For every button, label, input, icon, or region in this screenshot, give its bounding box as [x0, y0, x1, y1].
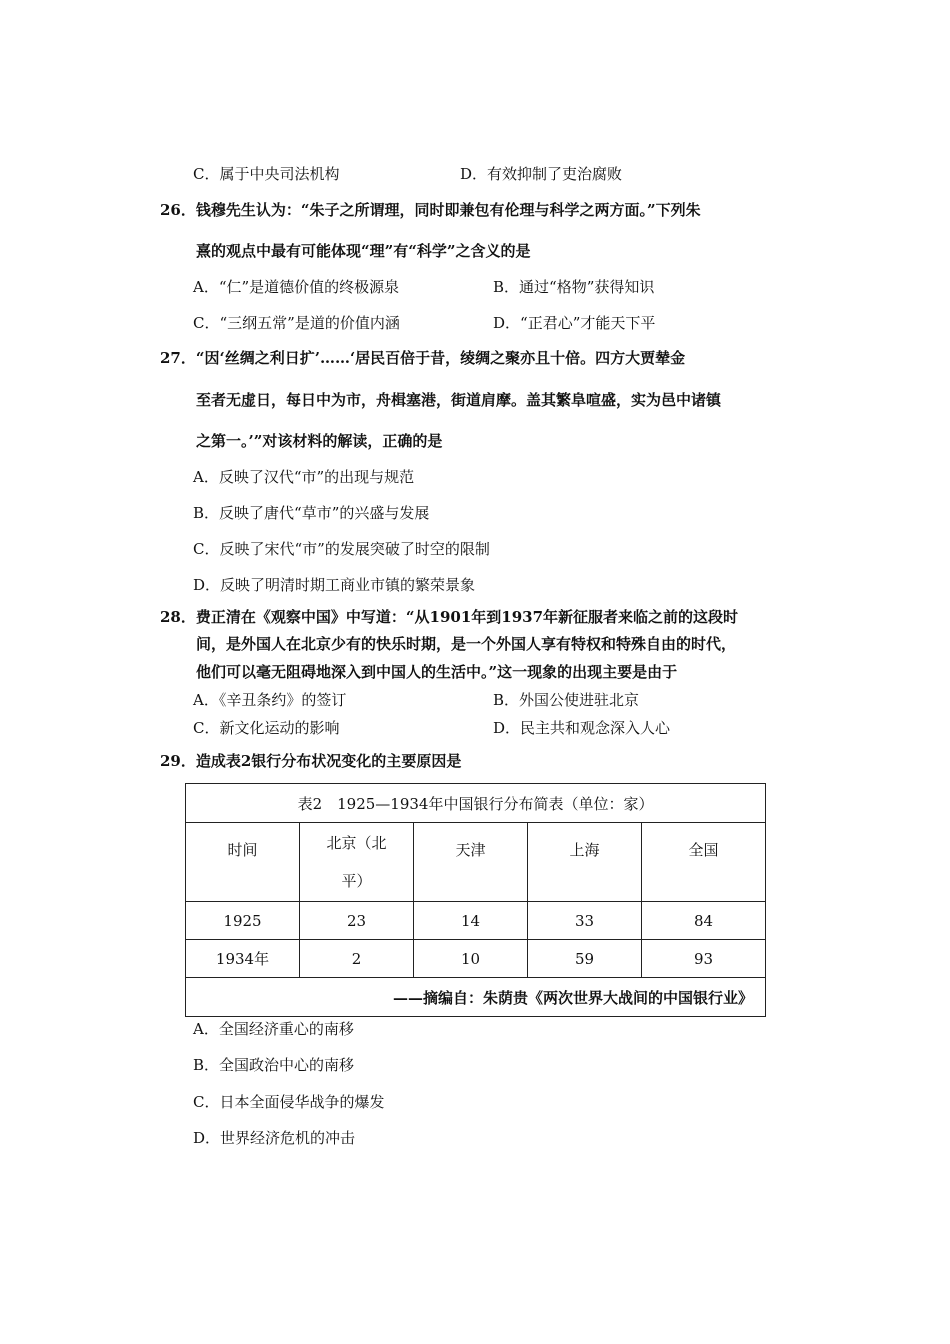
q28-stem-line3: 他们可以毫无阻碍地深入到中国人的生活中。”这一现象的出现主要是由于	[196, 663, 678, 681]
q26-stem-line1: 26．钱穆先生认为：“朱子之所谓理，同时即兼包有伦理与科学之两方面。”下列朱	[160, 201, 701, 219]
table-cell: 2	[300, 940, 414, 978]
q27-option-a: A．反映了汉代“市”的出现与规范	[193, 468, 415, 486]
q26-stem-line2: 熹的观点中最有可能体现“理”有“科学”之含义的是	[196, 242, 531, 260]
q26-option-b: B．通过“格物”获得知识	[493, 278, 655, 296]
q27-stem-line1: 27．“因‘丝绸之利日扩’……‘居民百倍于昔，绫绸之聚亦且十倍。四方大贾辇金	[160, 349, 686, 367]
table-cell: 10	[414, 940, 528, 978]
q25-option-c: C．属于中央司法机构	[193, 165, 340, 183]
table-title: 表2 1925—1934年中国银行分布简表（单位：家）	[186, 784, 766, 823]
q28-option-d: D．民主共和观念深入人心	[493, 719, 671, 737]
q28-option-a: A．《辛丑条约》的签订	[193, 691, 347, 709]
q26-option-a: A．“仁”是道德价值的终极源泉	[193, 278, 400, 296]
table-source: ——摘编自：朱荫贵《两次世界大战间的中国银行业》	[186, 978, 766, 1017]
q26-option-c: C．“三纲五常”是道的价值内涵	[193, 314, 400, 332]
table-header-tianjin: 天津	[414, 823, 528, 902]
q27-option-b: B．反映了唐代“草市”的兴盛与发展	[193, 504, 430, 522]
q29-option-d: D．世界经济危机的冲击	[193, 1129, 356, 1147]
table-cell: 14	[414, 902, 528, 940]
q27-option-c: C．反映了宋代“市”的发展突破了时空的限制	[193, 540, 490, 558]
table-cell: 23	[300, 902, 414, 940]
table-cell: 84	[642, 902, 766, 940]
table-cell: 1934年	[186, 940, 300, 978]
q28-option-c: C．新文化运动的影响	[193, 719, 340, 737]
table-header-beijing: 北京（北 平）	[300, 823, 414, 902]
table-cell: 59	[528, 940, 642, 978]
q25-option-d: D．有效抑制了吏治腐败	[460, 165, 623, 183]
table-header-shanghai: 上海	[528, 823, 642, 902]
q29-option-c: C．日本全面侵华战争的爆发	[193, 1093, 385, 1111]
table-cell: 93	[642, 940, 766, 978]
table-cell: 1925	[186, 902, 300, 940]
q29-option-b: B．全国政治中心的南移	[193, 1056, 355, 1074]
table-header-time: 时间	[186, 823, 300, 902]
q28-stem-line2: 间，是外国人在北京少有的快乐时期，是一个外国人享有特权和特殊自由的时代，	[196, 635, 737, 653]
table-row	[186, 940, 766, 978]
q28-stem-line1: 28．费正清在《观察中国》中写道：“从1901年到1937年新征服者来临之前的这段时	[160, 608, 739, 626]
table-cell: 33	[528, 902, 642, 940]
q29-option-a: A．全国经济重心的南移	[193, 1020, 354, 1038]
bank-distribution-table	[185, 783, 766, 1017]
q27-stem-line2: 至者无虚日，每日中为市，舟楫塞港，街道肩摩。盖其繁阜喧盛，实为邑中诸镇	[196, 391, 722, 409]
q27-option-d: D．反映了明清时期工商业市镇的繁荣景象	[193, 576, 476, 594]
table-header-national: 全国	[642, 823, 766, 902]
q27-stem-line3: 之第一。’”对该材料的解读，正确的是	[196, 432, 443, 450]
q28-option-b: B．外国公使进驻北京	[493, 691, 640, 709]
table-row	[186, 902, 766, 940]
q29-stem: 29．造成表2银行分布状况变化的主要原因是	[160, 752, 462, 770]
q26-option-d: D．“正君心”才能天下平	[493, 314, 656, 332]
